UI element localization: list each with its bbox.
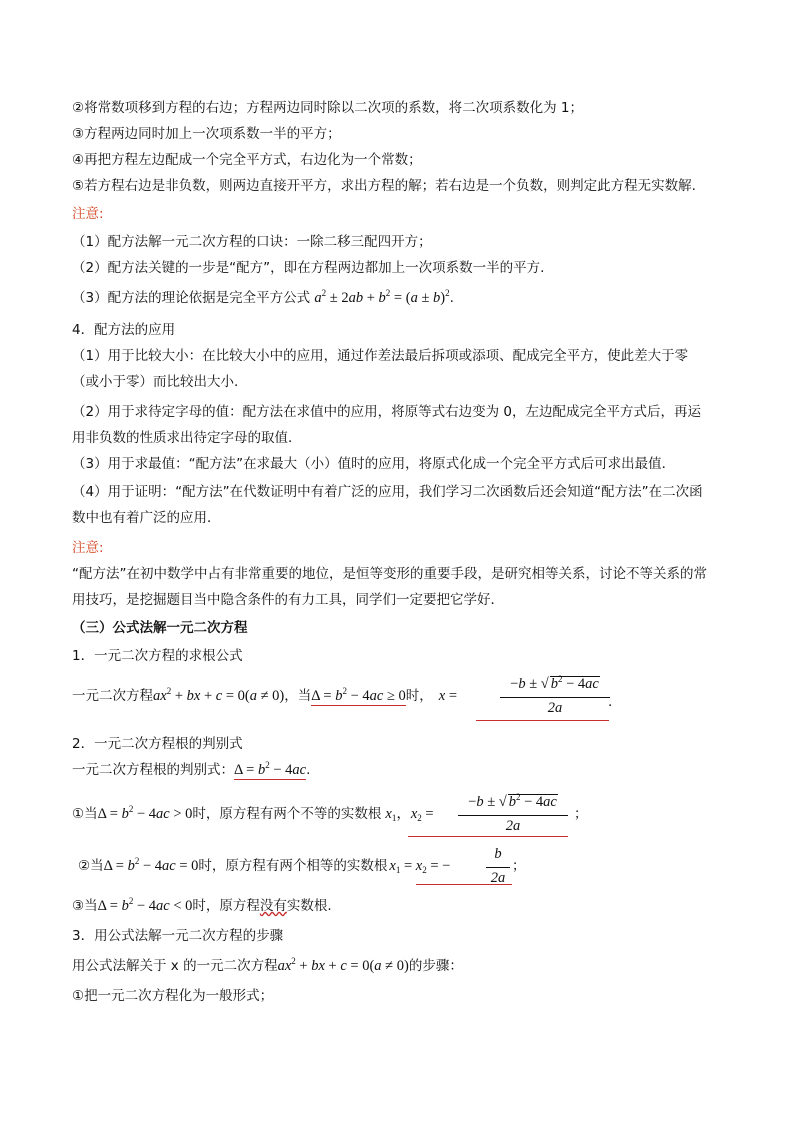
case-1-underline bbox=[408, 836, 568, 837]
note-title: 注意: bbox=[72, 206, 104, 222]
case-1: ①当$\Delta = b^2 - 4ac > 0$时，原方程有两个不等的实数根 $x_1$，$x_2$ = bbox=[72, 804, 434, 823]
formula-steps-heading: 3．用公式法解一元二次方程的步骤 bbox=[72, 928, 284, 944]
step-4: ④再把方程左边配成一个完全平方式，右边化为一个常数； bbox=[72, 152, 422, 168]
perfect-square-formula: $a^2 \pm 2ab + b^2 = (a \pm b)^2$ bbox=[314, 288, 450, 306]
root-formula-underline bbox=[476, 720, 609, 721]
root-formula-heading: 1．一元二次方程的求根公式 bbox=[72, 648, 243, 664]
discriminant-heading: 2．一元二次方程根的判别式 bbox=[72, 736, 243, 752]
discriminant-line: 一元二次方程根的判别式：$\Delta = b^2 - 4ac$. bbox=[72, 760, 311, 778]
formula-step-1: ①把一元二次方程化为一般形式； bbox=[72, 988, 274, 1004]
root-formula-line: 一元二次方程$ax^2$ + bx + c = 0(a ≠ 0)，当$\Delta = b^2 - 4ac \ge 0$时， x = bbox=[72, 686, 458, 704]
note-item-3: （3）配方法的理论依据是完全平方公式 $a^2 \pm 2ab + b^2 = (a \pm b)^2$. bbox=[72, 288, 454, 306]
note-2-line-1: “配方法”在初中数学中占有非常重要的地位，是恒等变形的重要手段，是研究相等关系，讨论不等关系的常 bbox=[72, 566, 707, 582]
app-4-line-2: 数中也有着广泛的应用． bbox=[72, 510, 221, 526]
case-1-roots-fraction: −b ± √ $b^2 - 4ac$ 2a bbox=[458, 794, 568, 838]
step-5: ⑤若方程右边是非负数，则两边直接开平方，求出方程的解；若右边是一个负数，则判定此方程无实数解. bbox=[72, 178, 696, 194]
discriminant-formula: $\Delta = b^2 - 4ac$ bbox=[234, 760, 307, 778]
root-formula-period: . bbox=[608, 694, 613, 710]
formula-steps-intro: 用公式法解关于 x 的一元二次方程$ax^2$ + bx + c = 0(a ≠ 0)的步骤： bbox=[72, 956, 463, 974]
case-2-underline bbox=[416, 884, 512, 885]
note-2-line-2: 用技巧，是挖掘题目当中隐含条件的有力工具，同学们一定要把它学好． bbox=[72, 592, 504, 608]
app-1-line-2: （或小于零）而比较出大小. bbox=[72, 374, 239, 390]
app-4-line-1: （4）用于证明：“配方法”在代数证明中有着广泛的应用，我们学习二次函数后还会知道“配方法”在二次函 bbox=[72, 484, 703, 500]
note-2-title: 注意: bbox=[72, 540, 104, 556]
note-item-1: （1）配方法解一元二次方程的口诀：一除二移三配四开方； bbox=[72, 234, 432, 250]
discriminant-condition: $\Delta = b^2 - 4ac \ge 0$ bbox=[311, 686, 406, 704]
case-2-semicolon: ； bbox=[512, 858, 526, 874]
step-3: ③方程两边同时加上一次项系数一半的平方； bbox=[72, 126, 341, 142]
case-3: ③当$\Delta = b^2 - 4ac < 0$时，原方程没有实数根. bbox=[72, 896, 332, 914]
note-item-3-text: （3）配方法的理论依据是完全平方公式 bbox=[72, 290, 311, 306]
app-1-line-1: （1）用于比较大小：在比较大小中的应用，通过作差法最后拆项或添项、配成完全平方，使此差大于零 bbox=[72, 348, 689, 364]
case-2-root-fraction: b 2a bbox=[486, 846, 510, 888]
section-3-heading: （三）公式法解一元二次方程 bbox=[72, 620, 248, 636]
app-3: （3）用于求最值：“配方法”在求最大（小）值时的应用，将原式化成一个完全平方式后可求出最值． bbox=[72, 456, 676, 472]
root-formula-fraction: −b ± √ $b^2 - 4ac$ 2a bbox=[500, 676, 610, 720]
app-2-line-1: （2）用于求待定字母的值：配方法在求值中的应用，将原等式右边变为 0，左边配成完全平方式后，再运 bbox=[72, 404, 701, 420]
note-item-2: （2）配方法关键的一步是“配方”，即在方程两边都加上一次项系数一半的平方. bbox=[72, 260, 545, 276]
section-4-heading: 4．配方法的应用 bbox=[72, 322, 176, 338]
case-1-semicolon: ； bbox=[574, 806, 588, 822]
step-2: ②将常数项移到方程的右边；方程两边同时除以二次项的系数，将二次项系数化为 1； bbox=[72, 100, 583, 116]
app-2-line-2: 用非负数的性质求出待定字母的取值． bbox=[72, 430, 302, 446]
case-2: ②当$\Delta = b^2 - 4ac = 0$时，原方程有两个相等的实数根 $x_1 = x_2$ = − bbox=[78, 856, 451, 875]
